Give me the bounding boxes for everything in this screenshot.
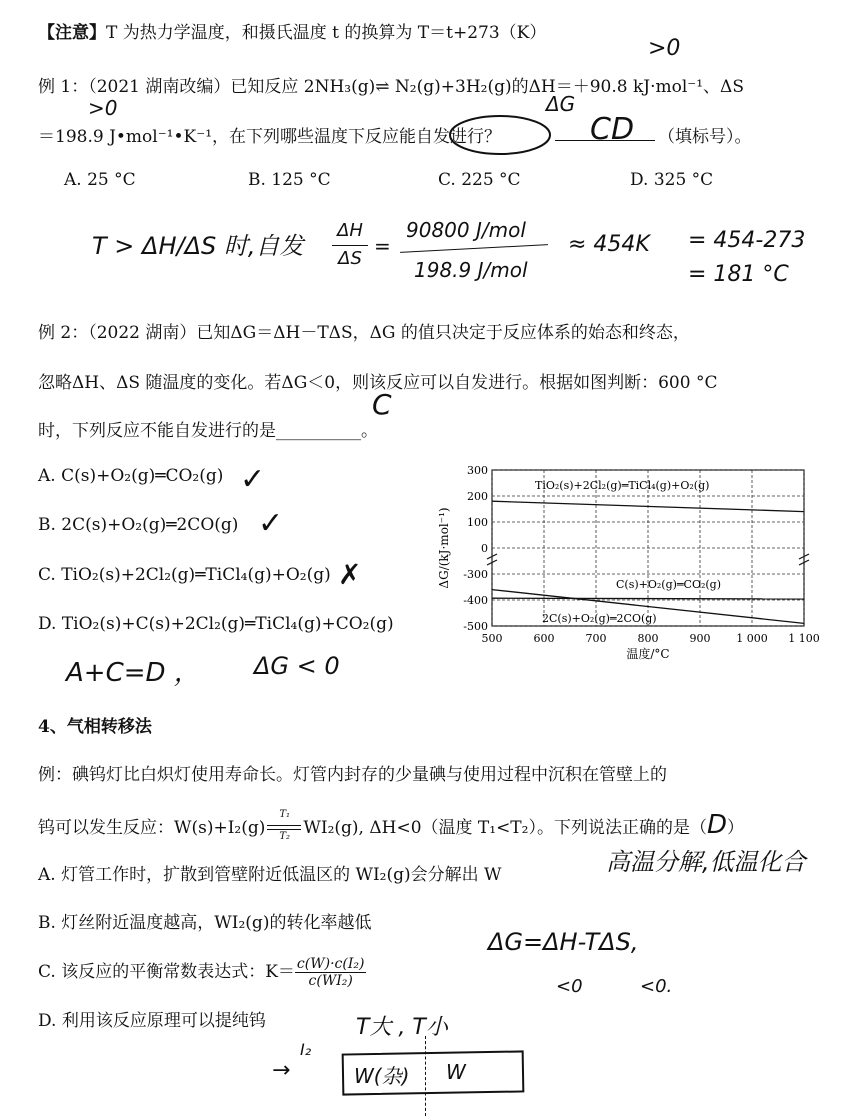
y-tick-label: -500 bbox=[463, 620, 488, 633]
hw-calc2: = 181 °C bbox=[688, 262, 789, 287]
hw-frac-left-num: ΔH bbox=[337, 220, 363, 241]
hw-frac-den: 198.9 J/mol bbox=[414, 258, 528, 282]
hw-arrow: → bbox=[272, 1058, 291, 1083]
section4-option-c bbox=[38, 956, 366, 989]
note-text: T 为热力学温度，和摄氏温度 t 的换算为 T＝t+273（K） bbox=[106, 23, 547, 43]
y-tick-label: 300 bbox=[467, 464, 488, 477]
hw-frac-left-den: ΔS bbox=[338, 248, 362, 269]
ex2-option-b: B. 2C(s)+O₂(g)═2CO(g) bbox=[38, 515, 239, 535]
hw-check-a: ✓ bbox=[240, 462, 266, 497]
ex1-option-a: A. 25 °C bbox=[64, 170, 136, 190]
hw-approx: ≈ 454K bbox=[568, 232, 650, 257]
section4-option-d: D. 利用该反应原理可以提纯钨 bbox=[38, 1011, 266, 1031]
hw-answer-c: C bbox=[372, 388, 392, 421]
hw-answer-cd: CD bbox=[590, 112, 635, 147]
x-tick-label: 500 bbox=[481, 632, 503, 645]
intro2-c: ） bbox=[727, 818, 744, 838]
hw-box-divider bbox=[425, 1036, 426, 1116]
series-label-2: 2C(s)+O₂(g)═2CO(g) bbox=[542, 612, 657, 625]
section4-intro2 bbox=[38, 810, 744, 840]
series-label-1: C(s)+O₂(g)═CO₂(g) bbox=[616, 578, 722, 591]
hw-cross-c: ✗ bbox=[338, 558, 362, 591]
intro2-b: WI₂(g), ΔH<0（温度 T₁<T₂）。下列说法正确的是（ bbox=[303, 818, 707, 838]
ex1-line1: 例 1：（2021 湖南改编）已知反应 2NH₃(g)⇌ N₂(g)+3H₂(g)的ΔH＝＋90.8 kJ·mol⁻¹、ΔS bbox=[38, 77, 744, 97]
note-line bbox=[38, 18, 546, 43]
hw-gt0-b: >0 bbox=[88, 96, 118, 120]
hw-i2: I₂ bbox=[300, 1040, 312, 1059]
x-tick-label: 900 bbox=[689, 632, 711, 645]
k-num: c(W)·c(I₂) bbox=[296, 956, 365, 972]
k-fraction bbox=[295, 956, 367, 989]
hw-note: A+C=D ， bbox=[66, 658, 200, 688]
hw-box-left: W(杂) bbox=[354, 1064, 410, 1088]
section4-intro1: 例：碘钨灯比白炽灯使用寿命长。灯管内封存的少量碘与使用过程中沉积在管壁上的 bbox=[38, 765, 667, 785]
hw-calc1: = 454-273 bbox=[688, 228, 806, 253]
hw-box-right: W bbox=[446, 1060, 466, 1084]
eq-t2: T₂ bbox=[279, 830, 291, 842]
ex2-option-d: D. TiO₂(s)+C(s)+2Cl₂(g)═TiCl₄(g)+CO₂(g) bbox=[38, 614, 394, 634]
hw-eq: ΔG=ΔH-TΔS, bbox=[488, 928, 639, 956]
x-tick-label: 1 000 bbox=[736, 632, 768, 645]
hw-lt0-a: <0 bbox=[556, 976, 583, 997]
hw-gt0-a: >0 bbox=[648, 36, 681, 61]
x-tick-label: 600 bbox=[533, 632, 555, 645]
ex1-blank-tail: （填标号）。 bbox=[658, 127, 752, 147]
hw-delta-g: ΔG bbox=[546, 92, 576, 116]
hw-lt0-b: <0. bbox=[640, 976, 673, 997]
option-c-text: C. 该反应的平衡常数表达式：K＝ bbox=[38, 962, 295, 982]
intro2-a: 钨可以发生反应：W(s)+I₂(g) bbox=[38, 818, 266, 838]
ex2-line1: 例 2：（2022 湖南）已知ΔG＝ΔH－TΔS，ΔG 的值只决定于反应体系的始态和终态， bbox=[38, 323, 690, 343]
hw-condition: T > ΔH/ΔS 时,自发 bbox=[92, 232, 304, 260]
ex2-option-c: C. TiO₂(s)+2Cl₂(g)═TiCl₄(g)+O₂(g) bbox=[38, 565, 331, 585]
y-tick-label: -400 bbox=[463, 594, 488, 607]
hw-circle bbox=[446, 112, 554, 158]
hw-frac-left-bar bbox=[332, 245, 368, 246]
y-axis-label: ΔG/(kJ·mol⁻¹) bbox=[437, 507, 451, 589]
k-den: c(WI₂) bbox=[308, 973, 353, 989]
hw-temps: T大 , T小 bbox=[356, 1015, 448, 1040]
ex1-option-b: B. 125 °C bbox=[248, 170, 331, 190]
ex2-line3: 时，下列反应不能自发进行的是__________。 bbox=[38, 421, 378, 441]
hw-check-b: ✓ bbox=[258, 506, 284, 541]
hw-note2: ΔG < 0 bbox=[254, 652, 340, 680]
section4-title: 4、气相转移法 bbox=[38, 717, 152, 737]
x-axis-label: 温度/°C bbox=[626, 647, 670, 661]
section4-option-b: B. 灯丝附近温度越高，WI₂(g)的转化率越低 bbox=[38, 913, 372, 933]
eq-arrows bbox=[265, 808, 303, 842]
ex2-option-a: A. C(s)+O₂(g)═CO₂(g) bbox=[38, 466, 224, 486]
hw-note1: 高温分解,低温化合 bbox=[606, 848, 806, 876]
hw-frac-num: 90800 J/mol bbox=[406, 218, 526, 242]
dg-chart bbox=[420, 458, 840, 680]
section4-option-a: A. 灯管工作时，扩散到管壁附近低温区的 WI₂(g)会分解出 W bbox=[38, 865, 502, 885]
x-tick-label: 800 bbox=[637, 632, 659, 645]
note-label: 【注意】 bbox=[38, 23, 106, 43]
hw-equals: = bbox=[374, 234, 391, 258]
series-label-0: TiO₂(s)+2Cl₂(g)═TiCl₄(g)+O₂(g) bbox=[535, 479, 710, 492]
hw-frac-bar bbox=[400, 244, 548, 253]
x-tick-label: 700 bbox=[585, 632, 607, 645]
series-line-1 bbox=[492, 598, 804, 599]
ex1-line2: ＝198.9 J•mol⁻¹•K⁻¹，在下列哪些温度下反应能自发进行？ bbox=[38, 127, 502, 147]
x-tick-label: 1 100 bbox=[788, 632, 820, 645]
ex1-option-d: D. 325 °C bbox=[630, 170, 714, 190]
hw-answer-d: D bbox=[706, 810, 727, 840]
eq-t1: T₁ bbox=[279, 808, 291, 820]
ex1-option-c: C. 225 °C bbox=[438, 170, 521, 190]
y-tick-label: 200 bbox=[467, 490, 488, 503]
ex2-line2: 忽略ΔH、ΔS 随温度的变化。若ΔG＜0，则该反应可以自发进行。根据如图判断：600 °C bbox=[38, 373, 718, 393]
y-tick-label: 100 bbox=[467, 516, 488, 529]
y-tick-label: -300 bbox=[463, 568, 488, 581]
y-tick-label: 0 bbox=[481, 542, 488, 555]
